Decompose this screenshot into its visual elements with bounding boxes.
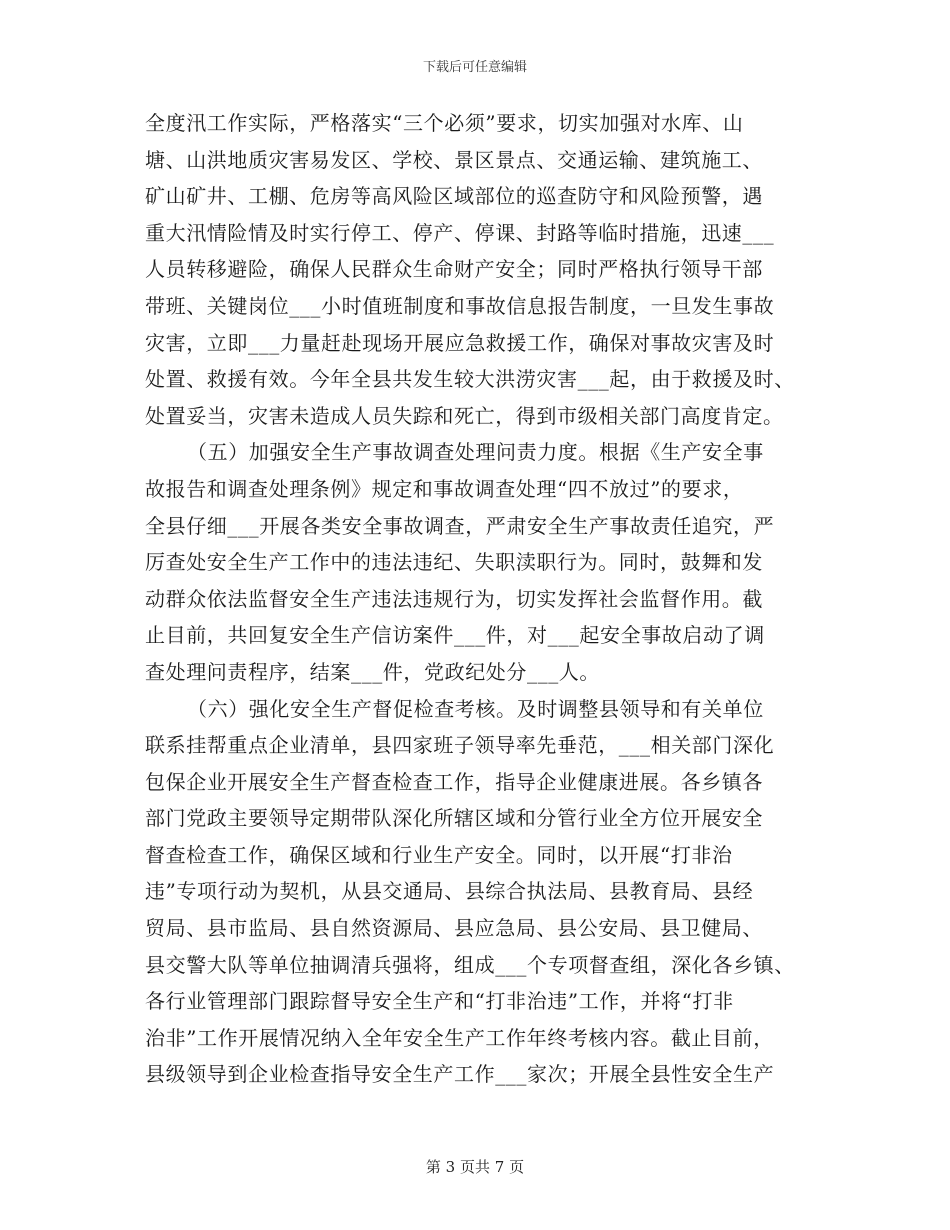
text-line: 故报告和调查处理条例》规定和事故调查处理“四不放过”的要求， (145, 476, 744, 501)
text-line: 处置、救援有效。今年全县共发生较大洪涝灾害___起，由于救援及时、 (145, 367, 795, 392)
section-heading-line: （五）加强安全生产事故调查处理问责力度。根据《生产安全事 (187, 440, 764, 465)
page-header: 下载后可任意编辑 (422, 60, 527, 75)
text-line: 督查检查工作，确保区域和行业生产安全。同时，以开展“打非治 (145, 842, 733, 867)
text-line: 县级领导到企业检查指导安全生产工作___家次；开展全县性安全生产 (145, 1062, 775, 1087)
text-line: 处置妥当，灾害未造成人员失踪和死亡，得到市级相关部门高度肯定。 (145, 403, 784, 428)
text-line: 治非”工作开展情况纳入全年安全生产工作年终考核内容。截止目前， (145, 1025, 774, 1050)
text-line: 矿山矿井、工棚、危房等高风险区域部位的巡查防守和风险预警，遇 (145, 184, 763, 209)
page-number-footer: 第 3 页共 7 页 (425, 1158, 525, 1176)
document-body (145, 105, 835, 1093)
text-line: 人员转移避险，确保人民群众生命财产安全；同时严格执行领导干部 (145, 257, 763, 282)
text-line: 各行业管理部门跟踪督导安全生产和“打非治违”工作，并将“打非 (145, 989, 734, 1014)
text-line: 违”专项行动为契机，从县交通局、县综合执法局、县教育局、县经 (145, 879, 754, 904)
text-line: 联系挂帮重点企业清单，县四家班子领导率先垂范，___相关部门深化 (145, 733, 775, 758)
text-line: 县交警大队等单位抽调清兵强将，组成___个专项督查组，深化各乡镇、 (145, 952, 795, 977)
text-line: 止目前，共回复安全生产信访案件___件，对___起安全事故启动了调 (145, 623, 765, 648)
text-line: 动群众依法监督安全生产违法违规行为，切实发挥社会监督作用。截 (145, 586, 763, 611)
text-line: 查处理问责程序，结案___件，党政纪处分___人。 (145, 659, 600, 684)
text-line: 重大汛情险情及时实行停工、停产、停课、封路等临时措施，迅速___ (145, 220, 775, 245)
text-line: 厉查处安全生产工作中的违法违纪、失职渎职行为。同时，鼓舞和发 (145, 550, 763, 575)
text-line: 带班、关键岗位___小时值班制度和事故信息报告制度，一旦发生事故 (145, 293, 775, 318)
text-line: 部门党政主要领导定期带队深化所辖区域和分管行业全方位开展安全 (145, 806, 763, 831)
text-line: 全度汛工作实际，严格落实“三个必须”要求，切实加强对水库、山 (145, 111, 744, 135)
text-line: 包保企业开展安全生产督查检查工作，指导企业健康进展。各乡镇各 (145, 769, 763, 794)
text-line: 全县仔细___开展各类安全事故调查，严肃安全生产事故责任追究，严 (145, 513, 775, 538)
section-heading-line: （六）强化安全生产督促检查考核。及时调整县领导和有关单位 (187, 696, 764, 721)
text-line: 灾害，立即___力量赶赴现场开展应急救援工作，确保对事故灾害及时 (145, 330, 775, 355)
text-line: 塘、山洪地质灾害易发区、学校、景区景点、交通运输、建筑施工、 (145, 147, 763, 172)
text-line: 贸局、县市监局、县自然资源局、县应急局、县公安局、县卫健局、 (145, 916, 763, 941)
